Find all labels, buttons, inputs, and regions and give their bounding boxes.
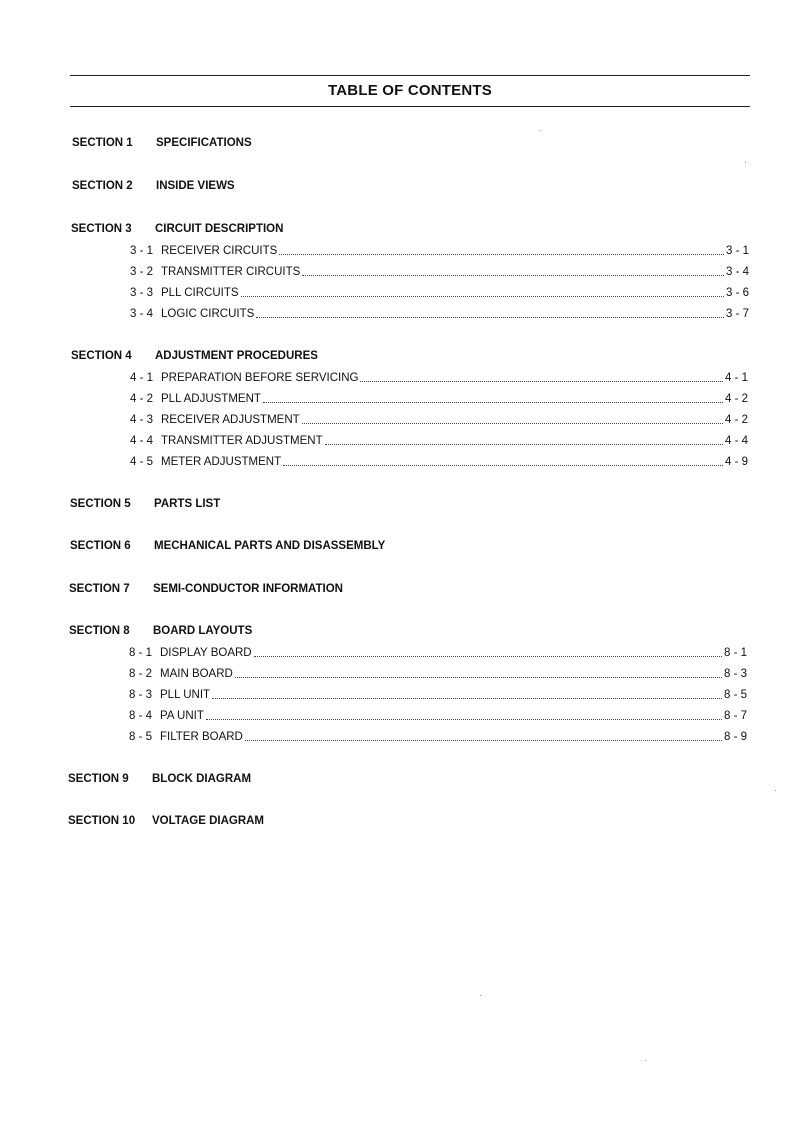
section-title: INSIDE VIEWS [156, 180, 235, 192]
entry-page: 4 - 2 [724, 414, 748, 426]
section-heading[interactable] [71, 223, 283, 235]
section-number: SECTION 4 [71, 350, 132, 362]
entry-page: 3 - 1 [725, 245, 749, 257]
entry-label: TRANSMITTER ADJUSTMENT [161, 435, 323, 447]
dot-leader [235, 677, 722, 678]
scan-speck [540, 130, 541, 131]
entry-page: 8 - 5 [723, 689, 747, 701]
section-number: SECTION 6 [70, 540, 131, 552]
section-heading[interactable] [68, 815, 264, 827]
entry-label: PA UNIT [160, 710, 204, 722]
section-title: VOLTAGE DIAGRAM [152, 815, 265, 827]
toc-entry[interactable] [129, 647, 747, 659]
section-heading[interactable] [70, 540, 385, 552]
dot-leader [206, 719, 722, 720]
dot-leader [360, 381, 723, 382]
toc-entry[interactable] [130, 456, 748, 468]
section-heading[interactable] [68, 773, 251, 785]
entry-number: 8 - 3 [129, 689, 153, 701]
section-title: CIRCUIT DESCRIPTION [155, 223, 284, 235]
dot-leader [241, 296, 724, 297]
section-title: BLOCK DIAGRAM [152, 773, 252, 785]
entry-number: 4 - 4 [130, 435, 154, 447]
entry-label: MAIN BOARD [160, 668, 233, 680]
page-title: TABLE OF CONTENTS [328, 82, 492, 99]
section-number: SECTION 3 [71, 223, 132, 235]
scan-speck [775, 790, 776, 791]
section-number: SECTION 10 [68, 815, 136, 827]
entry-page: 3 - 4 [725, 266, 749, 278]
toc-entry[interactable] [129, 731, 747, 743]
toc-entry[interactable] [130, 266, 749, 278]
toc-entry[interactable] [129, 710, 747, 722]
entry-page: 4 - 2 [724, 393, 748, 405]
entry-label: FILTER BOARD [160, 731, 243, 743]
toc-entry[interactable] [130, 287, 749, 299]
entry-label: TRANSMITTER CIRCUITS [161, 266, 301, 278]
toc-entry[interactable] [129, 668, 747, 680]
section-title: SEMI-CONDUCTOR INFORMATION [153, 583, 343, 595]
entry-label: METER ADJUSTMENT [161, 456, 282, 468]
toc-entry[interactable] [130, 308, 749, 320]
entry-number: 8 - 2 [129, 668, 153, 680]
section-number: SECTION 5 [70, 498, 131, 510]
toc-entry[interactable] [130, 393, 748, 405]
dot-leader [302, 423, 723, 424]
section-number: SECTION 2 [72, 180, 133, 192]
section-heading[interactable] [69, 625, 252, 637]
section-title: SPECIFICATIONS [156, 137, 252, 149]
dot-leader [302, 275, 724, 276]
entry-number: 4 - 3 [130, 414, 154, 426]
entry-page: 4 - 1 [724, 372, 748, 384]
toc-entry[interactable] [130, 372, 748, 384]
entry-label: LOGIC CIRCUITS [161, 308, 255, 320]
section-heading[interactable] [70, 498, 220, 510]
toc-entry[interactable] [130, 414, 748, 426]
scan-speck [480, 995, 481, 996]
entry-page: 8 - 3 [723, 668, 747, 680]
section-heading[interactable] [72, 137, 252, 149]
entry-number: 3 - 4 [130, 308, 154, 320]
dot-leader [245, 740, 722, 741]
entry-label: PREPARATION BEFORE SERVICING [161, 372, 359, 384]
section-heading[interactable] [69, 583, 343, 595]
dot-leader [283, 465, 723, 466]
entry-page: 4 - 4 [724, 435, 748, 447]
dot-leader [256, 317, 724, 318]
scan-speck [745, 162, 746, 163]
entry-number: 3 - 2 [130, 266, 154, 278]
entry-page: 8 - 1 [723, 647, 747, 659]
entry-number: 3 - 1 [130, 245, 154, 257]
dot-leader [212, 698, 722, 699]
section-title: BOARD LAYOUTS [153, 625, 253, 637]
section-number: SECTION 7 [69, 583, 130, 595]
section-heading[interactable] [71, 350, 318, 362]
entry-label: RECEIVER ADJUSTMENT [161, 414, 300, 426]
entry-number: 8 - 4 [129, 710, 153, 722]
entry-number: 8 - 5 [129, 731, 153, 743]
dot-leader [263, 402, 723, 403]
section-title: ADJUSTMENT PROCEDURES [155, 350, 318, 362]
entry-page: 8 - 7 [723, 710, 747, 722]
toc-entry[interactable] [130, 435, 748, 447]
entry-number: 4 - 1 [130, 372, 154, 384]
entry-page: 4 - 9 [724, 456, 748, 468]
section-number: SECTION 1 [72, 137, 133, 149]
section-title: PARTS LIST [154, 498, 221, 510]
entry-number: 8 - 1 [129, 647, 153, 659]
entry-label: PLL CIRCUITS [161, 287, 239, 299]
section-heading[interactable] [72, 180, 235, 192]
entry-label: PLL ADJUSTMENT [161, 393, 261, 405]
section-number: SECTION 9 [68, 773, 129, 785]
entry-label: PLL UNIT [160, 689, 211, 701]
dot-leader [279, 254, 724, 255]
entry-page: 8 - 9 [723, 731, 747, 743]
dot-leader [325, 444, 723, 445]
dot-leader [254, 656, 722, 657]
entry-page: 3 - 6 [725, 287, 749, 299]
section-number: SECTION 8 [69, 625, 130, 637]
entry-label: DISPLAY BOARD [160, 647, 252, 659]
entry-number: 4 - 2 [130, 393, 154, 405]
toc-entry[interactable] [129, 689, 747, 701]
toc-entry[interactable] [130, 245, 749, 257]
entry-number: 3 - 3 [130, 287, 154, 299]
section-title: MECHANICAL PARTS AND DISASSEMBLY [154, 540, 386, 552]
entry-label: RECEIVER CIRCUITS [161, 245, 278, 257]
scan-speck [645, 1060, 646, 1061]
entry-page: 3 - 7 [725, 308, 749, 320]
entry-number: 4 - 5 [130, 456, 154, 468]
